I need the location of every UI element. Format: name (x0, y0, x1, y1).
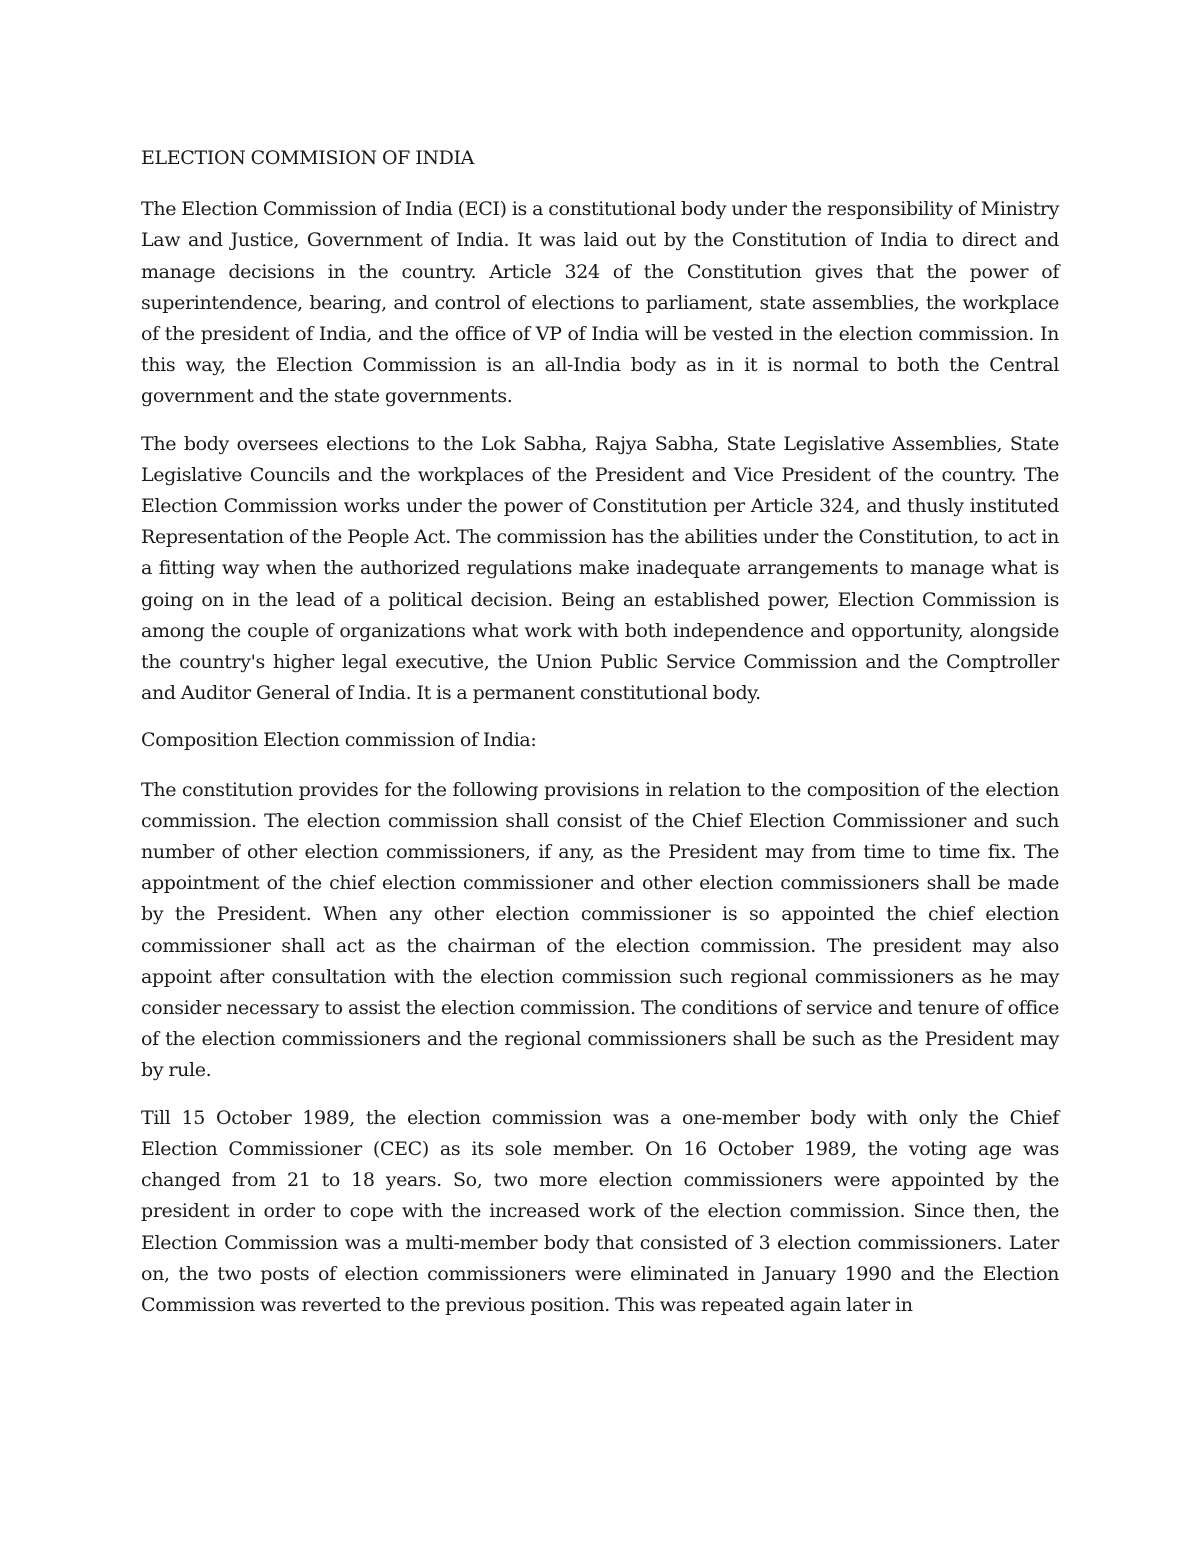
document-title: ELECTION COMMISION OF INDIA (141, 147, 475, 169)
paragraph-history: Till 15 October 1989, the election commission was a one-member body with only the Chief Election Commissioner (CEC) as its sole member. On 16 October 1989, the voting age was changed from 21 to 18 years. So, two more election commissioners were appointed by the president in order to cope with the increased work of the election commission. Since then, the Election Commission was a multi-member body that consisted of 3 election commissioners. Later on, the two posts of election commissioners were eliminated in January 1990 and the Election Commission was reverted to the previous position. This was repeated again later in (141, 1106, 1059, 1316)
paragraph-intro: The Election Commission of India (ECI) is a constitutional body under the responsibility of Ministry Law and Justice, Government of India. It was laid out by the Constitution of India to direct and manage decisions in the country. Article 324 of the Constitution gives that the power of superintendence, bearing, and control of elections to parliament, state assemblies, the workplace of the president of India, and the office of VP of India will be vested in the election commission. In this way, the Election Commission is an all-India body as in it is normal to both the Central government and the state governments. (141, 198, 1059, 408)
section-heading-composition: Composition Election commission of India: (141, 729, 537, 752)
document-body (141, 143, 1059, 1337)
paragraph-composition: The constitution provides for the following provisions in relation to the composition of the election commission. The election commission shall consist of the Chief Election Commissioner and such number of other election commissioners, if any, as the President may from time to time fix. The appointment of the chief election commissioner and other election commissioners shall be made by the President. When any other election commissioner is so appointed the chief election commissioner shall act as the chairman of the election commission. The president may also appoint after consultation with the election commission such regional commissioners as he may consider necessary to assist the election commission. The conditions of service and tenure of office of the election commissioners and the regional commissioners shall be such as the President may by rule. (141, 778, 1059, 1082)
paragraph-oversight: The body oversees elections to the Lok Sabha, Rajya Sabha, State Legislative Assemblies, State Legislative Councils and the workplaces of the President and Vice President of the country. The Election Commission works under the power of Constitution per Article 324, and thusly instituted Representation of the People Act. The commission has the abilities under the Constitution, to act in a fitting way when the authorized regulations make inadequate arrangements to manage what is going on in the lead of a political decision. Being an established power, Election Commission is among the couple of organizations what work with both independence and opportunity, alongside the country's higher legal executive, the Union Public Service Commission and the Comptroller and Auditor General of India. It is a permanent constitutional body. (141, 432, 1059, 705)
